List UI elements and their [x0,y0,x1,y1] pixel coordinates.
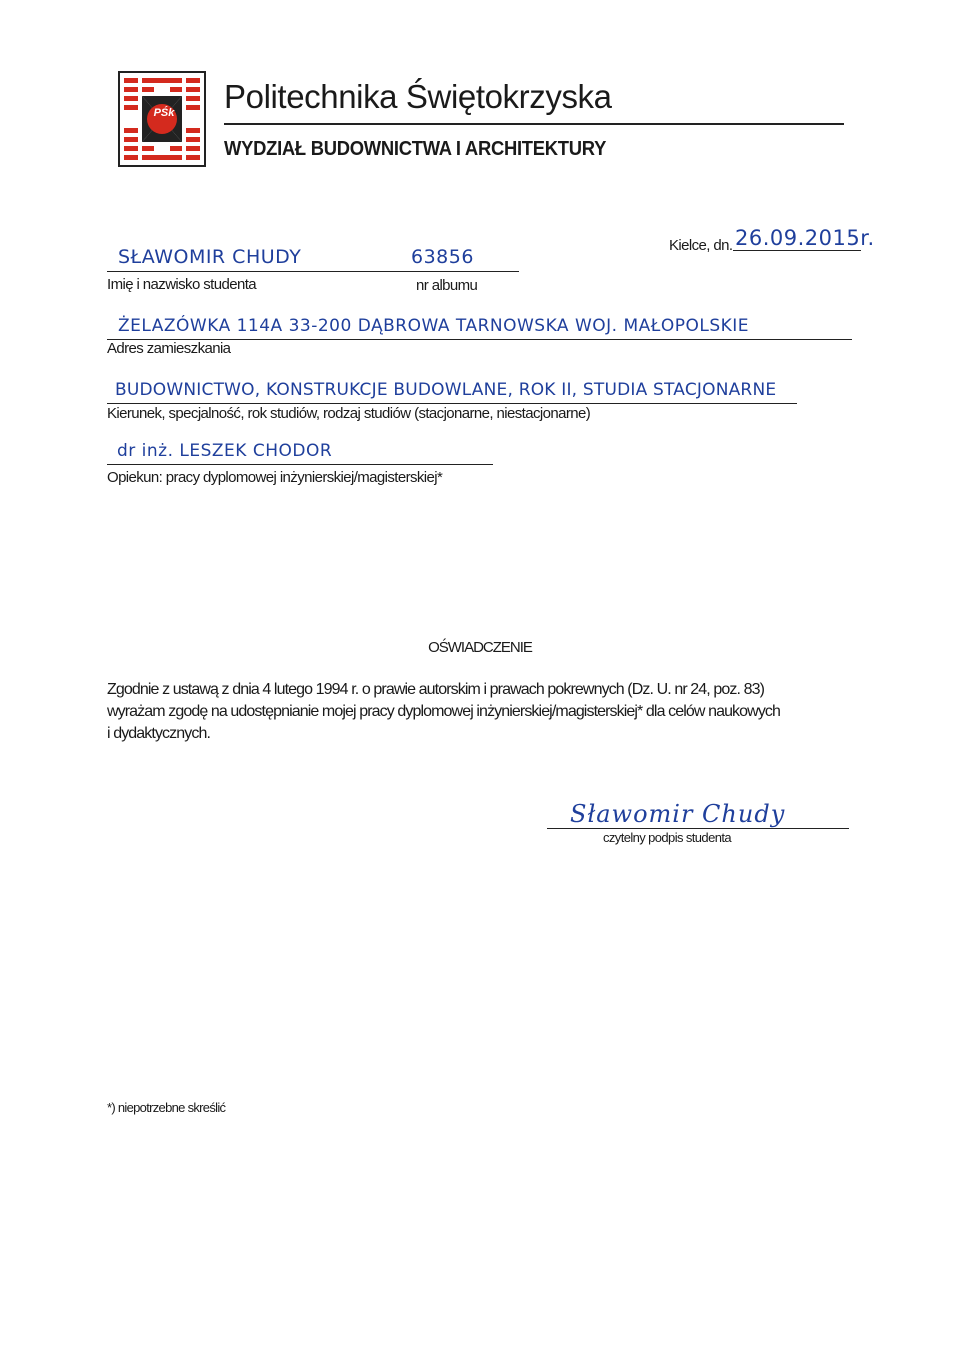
supervisor-label: Opiekun: pracy dyplomowej inżynierskiej/magisterskiej* [107,469,443,486]
signature-value: Sławomir Chudy [570,800,786,828]
supervisor-line [107,464,493,465]
address-value: ŻELAZÓWKA 114A 33-200 DĄBROWA TARNOWSKA WOJ. MAŁOPOLSKIE [118,316,750,336]
address-label: Adres zamieszkania [107,340,231,357]
signature-line [547,828,849,829]
statement-title: OŚWIADCZENIE [428,639,532,656]
student-name-label: Imię i nazwisko studenta [107,276,257,293]
logo-lettering: PŚk [153,107,175,119]
header-divider [224,123,844,125]
place-label: Kielce, dn. [669,237,733,254]
statement-line-3: i dydaktycznych. [107,725,210,742]
supervisor-value: dr inż. LESZEK CHODOR [117,441,333,461]
study-value: BUDOWNICTWO, KONSTRUKCJE BUDOWLANE, ROK II, STUDIA STACJONARNE [115,380,777,400]
student-name-line [107,271,519,272]
footnote: *) niepotrzebne skreślić [107,1100,226,1115]
album-value: 63856 [411,246,474,268]
university-logo [118,71,206,167]
date-line [733,250,861,251]
student-name-value: SŁAWOMIR CHUDY [118,246,302,268]
statement-body [107,679,867,745]
signature-label: czytelny podpis studenta [603,830,731,845]
album-label: nr albumu [416,277,478,294]
faculty-name: WYDZIAŁ BUDOWNICTWA I ARCHITEKTURY [224,138,607,160]
university-name: Politechnika Świętokrzyska [224,78,612,115]
date-value: 26.09.2015r. [735,226,875,250]
study-label: Kierunek, specjalność, rok studiów, rodzaj studiów (stacjonarne, niestacjonarne) [107,405,591,422]
statement-line-2: wyrażam zgodę na udostępnianie mojej pracy dyplomowej inżynierskiej/magisterskiej* dla celów naukowych [107,703,781,720]
study-line [107,403,797,404]
statement-line-1: Zgodnie z ustawą z dnia 4 lutego 1994 r. o prawie autorskim i prawach pokrewnych (Dz. U. nr 24, poz. 83) [107,681,765,698]
